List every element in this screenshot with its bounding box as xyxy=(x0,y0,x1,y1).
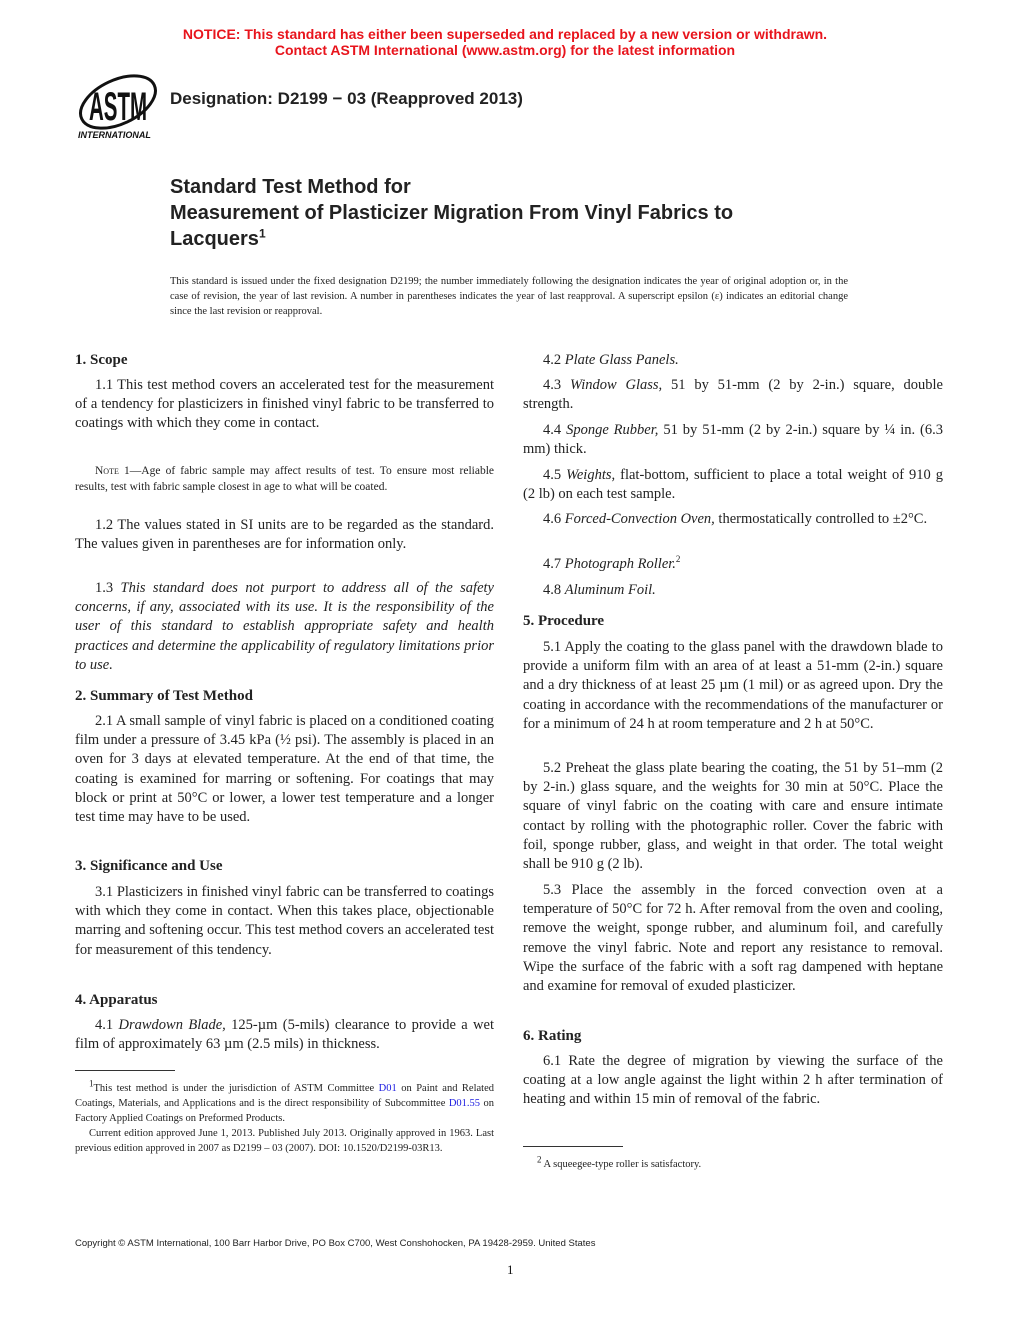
section-heading-significance: 3. Significance and Use xyxy=(75,858,223,874)
title-line-2: Measurement of Plasticizer Migration From Vinyl Fabrics to xyxy=(170,202,734,224)
footnote-edition-info: Current edition approved June 1, 2013. Published July 2013. Originally approved in 1963. Last previous edition approved in 2007 as D2199 – 03 (2007). DOI: 10.1520/D2199-03R13. xyxy=(75,1128,494,1154)
svg-text:ASTM: ASTM xyxy=(89,85,147,129)
title-line-3: Lacquers xyxy=(170,228,259,250)
footnote-ref: 1 xyxy=(258,226,266,241)
para-4-8 xyxy=(523,581,943,600)
para-number: 4.8 xyxy=(543,582,562,598)
footnote-text: This test method is under the jurisdiction of ASTM Committee xyxy=(93,1083,379,1094)
footnote-text: on Factory Applied Coatings on Preformed Products. xyxy=(75,1098,494,1124)
footnote-text: A squeegee-type roller is satisfactory. xyxy=(543,1159,702,1170)
logo-international: INTERNATIONAL xyxy=(78,130,151,140)
copyright: Copyright © ASTM International, 100 Barr Harbor Drive, PO Box C700, West Conshohocken, PA 19428-2959. United States xyxy=(75,1238,596,1249)
para-text: 125-µm (5-mils) clearance to provide a wet film of approximately 63 µm (2.5 mils) in thickness. xyxy=(75,1017,494,1053)
intro-statement: This standard is issued under the fixed designation D2199; the number immediately following the designation indicates the year of original adoption or, in the case of revision, the year of last revision. A number in parentheses indicates the year of last reapproval. A superscript epsilon (ε) indicates an editorial change since the last revision or reapproval. xyxy=(170,276,848,317)
notice-line-1: NOTICE: This standard has either been superseded and replaced by a new version or withdrawn. xyxy=(182,26,828,42)
page-number: 1 xyxy=(507,1262,514,1277)
term: Aluminum Foil. xyxy=(564,582,656,598)
para-1-1: 1.1 This test method covers an accelerated test for the measurement of a tendency for plasticizers in finished vinyl fabric to be transferred to coatings with which they come in contact. xyxy=(75,377,494,432)
notice-line-2: Contact ASTM International (www.astm.org) for the latest information xyxy=(274,42,736,58)
para-number: 4.4 xyxy=(543,422,562,438)
footnote-1 xyxy=(75,1078,494,1156)
para-number: 4.5 xyxy=(543,467,562,483)
para-number: 4.1 xyxy=(95,1017,114,1033)
para-5-3: 5.3 Place the assembly in the forced convection oven at a temperature of 50°C for 72 h. After removal from the oven and cooling, remove the weight, sponge rubber, and aluminum foil, and carefully remove the vinyl fabric. Note and report any resistance to removal. Wipe the surface of the fabric with a soft rag dampened with heptane and examine for removal of exuded plasticizer. xyxy=(523,882,943,995)
section-heading-rating: 6. Rating xyxy=(523,1028,582,1044)
para-text: flat-bottom, sufficient to place a total weight of 910 g (2 lb) on each test sample. xyxy=(523,467,943,503)
para-text: 51 by 51-mm (2 by 2-in.) square by ¼ in. (6.3 mm) thick. xyxy=(523,422,944,458)
para-2-1: 2.1 A small sample of vinyl fabric is placed on a conditioned coating film under a pressure of 3.45 kPa (½ psi). The assembly is placed in an oven for 3 days at elevated temperature. At the end of that time, the coating is examined for marring or softening. For coatings that may block or print at 50°C or lower, a lower test temperature and a longer test time may have to be used. xyxy=(75,713,494,826)
term: Window Glass, xyxy=(569,377,663,393)
footnote-ref: 2 xyxy=(675,554,681,565)
section-heading-apparatus: 4. Apparatus xyxy=(75,992,158,1008)
para-5-1: 5.1 Apply the coating to the glass panel with the drawdown blade to provide a uniform film with an area of at least a 51-mm (2-in.) square and a dry thickness of at least 25 µm (1 mil) or as agreed upon. Dry the coating in accordance with the recommendations of the manufacturer or for a minimum of 24 h at room temperature and 2 h at 50°C. xyxy=(523,639,943,732)
title-line-1: Standard Test Method for xyxy=(170,176,411,198)
para-text: This standard does not purport to address all of the safety concerns, if any, associated with its use. It is the responsibility of the user of this standard to establish appropriate safety and health practices and determine the applicability of regulatory limitations prior to use. xyxy=(75,580,494,673)
para-4-5 xyxy=(523,466,943,504)
section-heading-summary: 2. Summary of Test Method xyxy=(75,688,253,704)
footnote-rule xyxy=(75,1070,175,1071)
term: Weights, xyxy=(566,467,616,483)
para-4-7 xyxy=(523,555,943,574)
term: Forced-Convection Oven, xyxy=(564,511,715,527)
para-text: 51 by 51-mm (2 by 2-in.) square, double strength. xyxy=(523,377,943,413)
para-text: thermostatically controlled to ±2°C. xyxy=(714,511,928,527)
note-label: Note 1 xyxy=(95,465,130,477)
para-4-2 xyxy=(523,351,943,370)
para-5-2: 5.2 Preheat the glass plate bearing the coating, the 51 by 51–mm (2 by 2-in.) glass square, and the weights for 30 min at 50°C. Place the square of vinyl fabric on the coating with care and ensure intimate contact by rolling with the photographic roller. Cover the fabric with foil, sponge rubber, glass, and weight in that order. The total weight shall be 910 g (2 lb). xyxy=(523,760,943,873)
para-number: 4.2 xyxy=(543,352,562,368)
para-1-3 xyxy=(75,579,494,675)
para-4-4 xyxy=(523,421,943,459)
footnote-text: on Paint and Related Coatings, Materials, and Applications and is the direct responsibility of Subcommittee xyxy=(75,1083,494,1109)
designation: Designation: D2199 − 03 (Reapproved 2013) xyxy=(170,89,523,108)
para-6-1: 6.1 Rate the degree of migration by viewing the surface of the coating at a low angle against the light within 2 h after termination of heating and within 15 min of removal of the fabric. xyxy=(523,1053,943,1108)
document-title xyxy=(170,174,733,252)
para-1-2: 1.2 The values stated in SI units are to be regarded as the standard. The values given in parentheses are for information only. xyxy=(75,517,494,553)
note-text: —Age of fabric sample may affect results of test. To ensure most reliable results, test with fabric sample closest in age to what will be coated. xyxy=(75,465,494,493)
para-4-3 xyxy=(523,376,943,414)
footnote-2 xyxy=(523,1154,943,1172)
section-heading-scope: 1. Scope xyxy=(75,352,128,368)
note-1 xyxy=(75,463,494,495)
subcommittee-link[interactable]: D01.55 xyxy=(448,1098,481,1109)
para-number: 4.7 xyxy=(543,556,562,572)
footnote-number: 2 xyxy=(537,1154,542,1165)
para-number: 1.3 xyxy=(95,580,114,596)
footnote-rule xyxy=(523,1146,623,1147)
term: Sponge Rubber, xyxy=(566,422,659,438)
footnote-number: 1 xyxy=(89,1078,94,1089)
para-number: 4.6 xyxy=(543,511,562,527)
term: Plate Glass Panels. xyxy=(564,352,679,368)
term: Drawdown Blade, xyxy=(118,1017,226,1033)
para-4-6 xyxy=(523,510,943,529)
committee-link[interactable]: D01 xyxy=(378,1083,397,1094)
supersede-notice xyxy=(0,26,1020,58)
para-4-1 xyxy=(75,1016,494,1054)
section-heading-procedure: 5. Procedure xyxy=(523,613,605,629)
para-3-1: 3.1 Plasticizers in finished vinyl fabric can be transferred to coatings with which they come in contact. When this takes place, objectionable marring and softening occur. This test method covers an accelerated test for measurement of this tendency. xyxy=(75,884,494,958)
para-number: 4.3 xyxy=(543,377,562,393)
term: Photograph Roller. xyxy=(564,556,676,572)
